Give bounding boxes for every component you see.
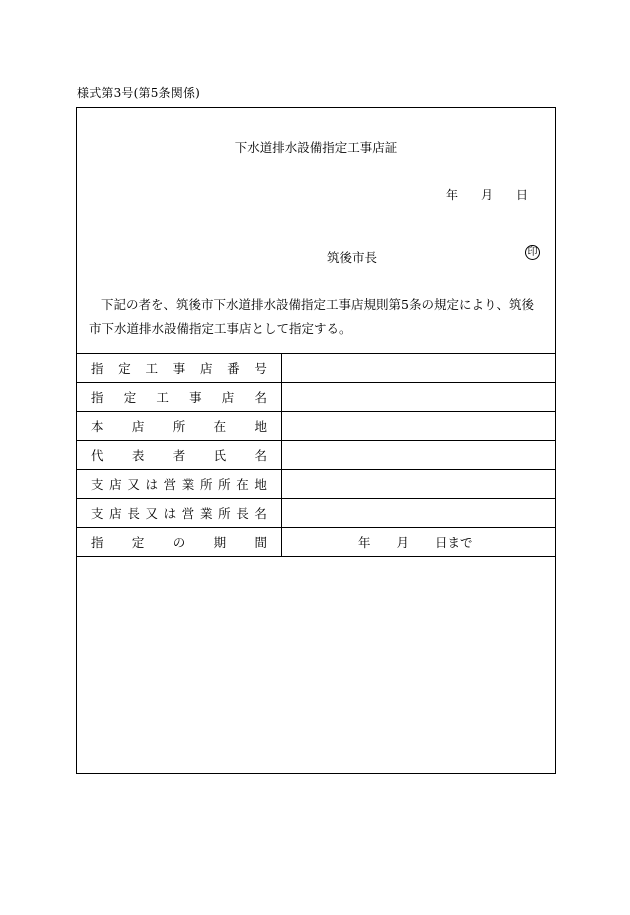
label-char: 支	[91, 477, 104, 492]
certificate-frame	[76, 107, 556, 774]
label-char: 事	[189, 390, 202, 405]
label-char: は	[163, 506, 177, 521]
label-char: 工	[145, 361, 158, 376]
label-char: 代	[91, 448, 104, 463]
label-char: 営	[163, 477, 177, 492]
label-char: 者	[172, 448, 186, 463]
label-char: 指	[91, 361, 104, 376]
label-char: 長	[236, 506, 249, 521]
date-year: 年	[446, 188, 459, 202]
label-branch-address	[91, 475, 267, 493]
period-until: 日まで	[435, 535, 473, 550]
label-period	[91, 533, 267, 551]
row-label	[77, 412, 282, 441]
label-char: 店	[199, 361, 213, 376]
label-char: 地	[254, 477, 267, 492]
row-label	[77, 470, 282, 499]
row-label	[77, 441, 282, 470]
label-char: 地	[254, 419, 267, 434]
row-label	[77, 354, 282, 383]
label-char: 支	[91, 506, 104, 521]
label-char: 工	[156, 390, 169, 405]
period-month: 月	[396, 535, 410, 550]
certificate-title: 下水道排水設備指定工事店証	[234, 140, 398, 155]
table-row	[77, 441, 555, 470]
label-char: 所	[172, 419, 186, 434]
label-char: 定	[118, 361, 131, 376]
label-branch-manager	[91, 504, 267, 522]
label-char: 業	[181, 477, 195, 492]
label-char: 氏	[213, 448, 227, 463]
label-char: の	[172, 535, 186, 550]
label-char: 号	[254, 361, 267, 376]
label-char: 本	[91, 419, 104, 434]
issue-date	[446, 186, 528, 203]
label-char: 店	[221, 390, 235, 405]
label-representative	[91, 446, 267, 464]
date-month: 月	[481, 188, 494, 202]
period-text	[282, 533, 555, 551]
label-char: 又	[127, 477, 140, 492]
row-label	[77, 528, 282, 557]
issuer-name: 筑後市長	[327, 250, 378, 265]
row-value	[282, 354, 556, 383]
label-number	[91, 359, 267, 377]
label-char: 指	[91, 535, 104, 550]
label-char: 在	[236, 477, 249, 492]
label-char: 店	[109, 477, 122, 492]
table-row	[77, 470, 555, 499]
seal-mark: 印	[525, 245, 540, 260]
period-value	[282, 528, 556, 557]
label-char: 所	[199, 477, 213, 492]
label-char: 定	[131, 535, 145, 550]
label-char: 期	[213, 535, 227, 550]
info-table	[77, 353, 555, 557]
label-char: 定	[123, 390, 137, 405]
table-row	[77, 499, 555, 528]
label-char: 店	[131, 419, 145, 434]
table-row	[77, 354, 555, 383]
label-char: 事	[172, 361, 186, 376]
label-char: 所	[218, 477, 231, 492]
table-row	[77, 528, 555, 557]
form-label: 様式第3号(第5条関係)	[77, 86, 201, 100]
row-label	[77, 383, 282, 412]
row-value	[282, 441, 556, 470]
label-char: は	[145, 477, 158, 492]
row-value	[282, 383, 556, 412]
row-value	[282, 412, 556, 441]
row-label	[77, 499, 282, 528]
date-day: 日	[516, 188, 529, 202]
label-char: 表	[131, 448, 145, 463]
label-char: 長	[127, 506, 140, 521]
label-address	[91, 417, 267, 435]
label-char: 業	[199, 506, 213, 521]
label-char: 店	[109, 506, 122, 521]
label-char: 所	[218, 506, 231, 521]
row-value	[282, 499, 556, 528]
certificate-statement: 下記の者を、筑後市下水道排水設備指定工事店規則第5条の規定により、筑後市下水道排水設備指定工事店として指定する。	[89, 297, 534, 336]
period-year: 年	[358, 535, 371, 550]
label-char: 名	[254, 390, 267, 405]
label-char: 指	[91, 390, 104, 405]
label-char: 在	[213, 419, 227, 434]
label-char: 間	[254, 535, 267, 550]
label-char: 名	[254, 506, 267, 521]
label-name	[91, 388, 267, 406]
label-char: 番	[227, 361, 240, 376]
table-row	[77, 412, 555, 441]
label-char: 又	[145, 506, 158, 521]
row-value	[282, 470, 556, 499]
label-char: 営	[181, 506, 195, 521]
label-char: 名	[254, 448, 267, 463]
table-row	[77, 383, 555, 412]
